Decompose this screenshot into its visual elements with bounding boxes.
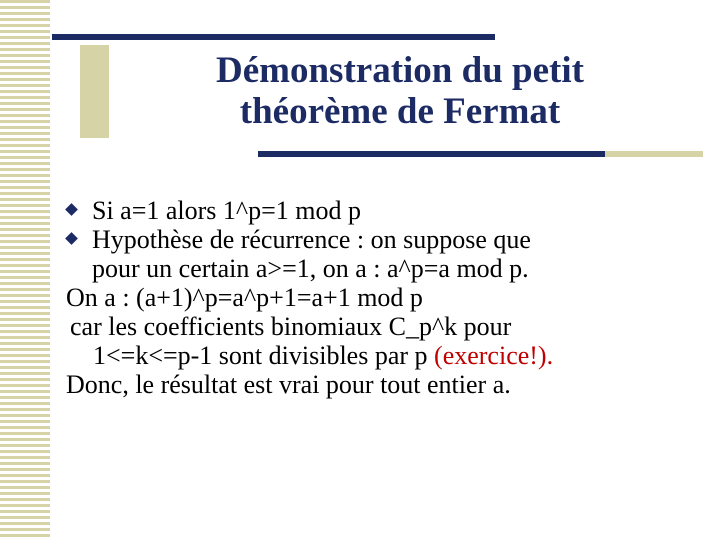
text-line-car: car les coefficients binomiaux C_p^k pour	[70, 312, 512, 341]
slide-title-line-2: théorème de Fermat	[239, 91, 561, 132]
text-line-range	[66, 341, 706, 370]
title-rule-top	[52, 34, 495, 40]
diamond-bullet-icon	[65, 232, 78, 245]
slide-title-line-1: Démonstration du petit	[216, 50, 584, 91]
diamond-bullet-icon	[65, 203, 78, 216]
bullet-text: Si a=1 alors 1^p=1 mod p	[92, 196, 362, 225]
title-rule-bottom	[258, 151, 605, 157]
text-line-donc: Donc, le résultat est vrai pour tout entier a.	[66, 370, 511, 399]
slide-title	[120, 50, 680, 132]
text-line-on-a: On a : (a+1)^p=a^p+1=a+1 mod p	[66, 283, 423, 312]
bullet-item	[66, 225, 706, 254]
exercise-note: (exercice!).	[434, 341, 554, 370]
title-accent-block	[80, 45, 109, 138]
bullet-continuation: pour un certain a>=1, on a : a^p=a mod p.	[92, 254, 529, 283]
slide-body	[66, 196, 706, 399]
bullet-text: Hypothèse de récurrence : on suppose que	[92, 225, 531, 254]
left-stripe-decoration	[0, 0, 50, 540]
bullet-item	[66, 196, 706, 225]
range-text: 1<=k<=p-1 sont divisibles par p	[93, 341, 435, 370]
title-rule-bottom-tail	[605, 151, 703, 157]
